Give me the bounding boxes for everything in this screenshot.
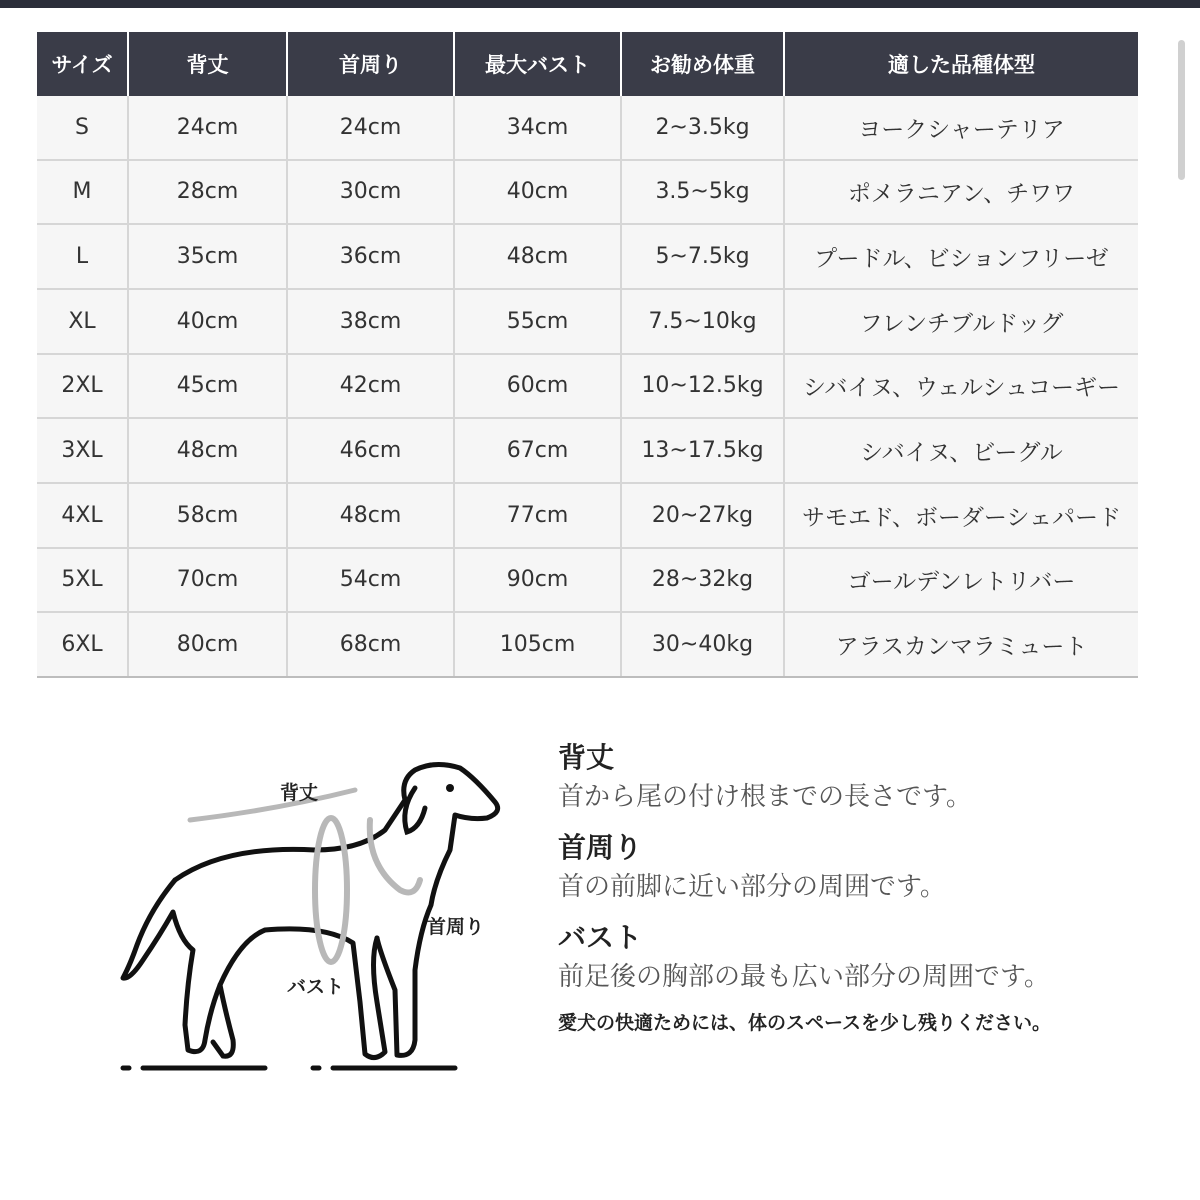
desc-neck [558, 828, 1178, 906]
table-cell: 68cm [287, 612, 454, 677]
header-suitable-breed: 適した品種体型 [784, 32, 1138, 96]
scrollbar[interactable] [1175, 40, 1187, 190]
size-chart-table [37, 32, 1138, 678]
table-cell: 48cm [128, 418, 287, 483]
table-row [37, 289, 1138, 354]
table-cell: 3XL [37, 418, 128, 483]
table-cell: 67cm [454, 418, 621, 483]
table-cell: 105cm [454, 612, 621, 677]
table-cell: 35cm [128, 224, 287, 289]
table-cell: 40cm [128, 289, 287, 354]
table-row [37, 224, 1138, 289]
table-cell: 90cm [454, 548, 621, 613]
bust-label: バスト [287, 976, 345, 998]
table-cell: 7.5~10kg [621, 289, 784, 354]
table-cell: 2~3.5kg [621, 96, 784, 160]
table-cell: 5XL [37, 548, 128, 613]
table-cell: ポメラニアン、チワワ [784, 160, 1138, 225]
scrollbar-thumb[interactable] [1178, 40, 1185, 180]
table-cell: 48cm [454, 224, 621, 289]
header-back-length: 背丈 [128, 32, 287, 96]
table-cell: 6XL [37, 612, 128, 677]
table-cell: 36cm [287, 224, 454, 289]
table-cell: 30cm [287, 160, 454, 225]
table-cell: 60cm [454, 354, 621, 419]
table-cell: 5~7.5kg [621, 224, 784, 289]
table-cell: ゴールデンレトリバー [784, 548, 1138, 613]
table-cell: 48cm [287, 483, 454, 548]
back-length-label: 背丈 [280, 782, 319, 804]
table-cell: サモエド、ボーダーシェパード [784, 483, 1138, 548]
table-row [37, 612, 1138, 677]
table-cell: 3.5~5kg [621, 160, 784, 225]
table-row [37, 548, 1138, 613]
measurement-descriptions [558, 738, 1178, 1035]
table-row [37, 483, 1138, 548]
table-row [37, 96, 1138, 160]
table-cell: 54cm [287, 548, 454, 613]
table-row [37, 160, 1138, 225]
table-row [37, 418, 1138, 483]
table-cell: 28~32kg [621, 548, 784, 613]
header-size: サイズ [37, 32, 128, 96]
table-cell: 58cm [128, 483, 287, 548]
table-cell: 42cm [287, 354, 454, 419]
comfort-note: 愛犬の快適ためには、体のスペースを少し残りください。 [558, 1012, 1052, 1034]
table-cell: 34cm [454, 96, 621, 160]
table-cell: 2XL [37, 354, 128, 419]
desc-text: 前足後の胸部の最も広い部分の周囲です。 [558, 962, 1050, 992]
table-row [37, 354, 1138, 419]
table-cell: S [37, 96, 128, 160]
table-cell: 24cm [128, 96, 287, 160]
table-cell: 77cm [454, 483, 621, 548]
top-bar [0, 0, 1200, 8]
table-cell: L [37, 224, 128, 289]
desc-text: 首の前脚に近い部分の周囲です。 [558, 872, 946, 902]
table-cell: XL [37, 289, 128, 354]
desc-text: 首から尾の付け根までの長さです。 [558, 782, 972, 812]
neck-label: 首周り [427, 916, 485, 938]
table-cell: シバイヌ、ウェルシュコーギー [784, 354, 1138, 419]
table-cell: アラスカンマラミュート [784, 612, 1138, 677]
table-cell: シバイヌ、ビーグル [784, 418, 1138, 483]
desc-title: バスト [558, 921, 643, 954]
table-cell: フレンチブルドッグ [784, 289, 1138, 354]
desc-bust [558, 918, 1178, 996]
table-cell: ヨークシャーテリア [784, 96, 1138, 160]
table-cell: 24cm [287, 96, 454, 160]
table-cell: 40cm [454, 160, 621, 225]
table-cell: 45cm [128, 354, 287, 419]
table-cell: 46cm [287, 418, 454, 483]
desc-back-length [558, 738, 1178, 816]
header-neck: 首周り [287, 32, 454, 96]
table-cell: プードル、ビションフリーゼ [784, 224, 1138, 289]
table-cell: M [37, 160, 128, 225]
desc-title: 背丈 [558, 741, 615, 774]
table-cell: 80cm [128, 612, 287, 677]
table-cell: 4XL [37, 483, 128, 548]
desc-title: 首周り [558, 831, 643, 864]
table-header-row [37, 32, 1138, 96]
table-cell: 13~17.5kg [621, 418, 784, 483]
table-cell: 38cm [287, 289, 454, 354]
dog-measurement-diagram [115, 740, 515, 1080]
header-recommended-weight: お勧め体重 [621, 32, 784, 96]
table-cell: 70cm [128, 548, 287, 613]
table-cell: 10~12.5kg [621, 354, 784, 419]
table-cell: 28cm [128, 160, 287, 225]
table-cell: 20~27kg [621, 483, 784, 548]
header-max-bust: 最大バスト [454, 32, 621, 96]
table-cell: 30~40kg [621, 612, 784, 677]
table-cell: 55cm [454, 289, 621, 354]
